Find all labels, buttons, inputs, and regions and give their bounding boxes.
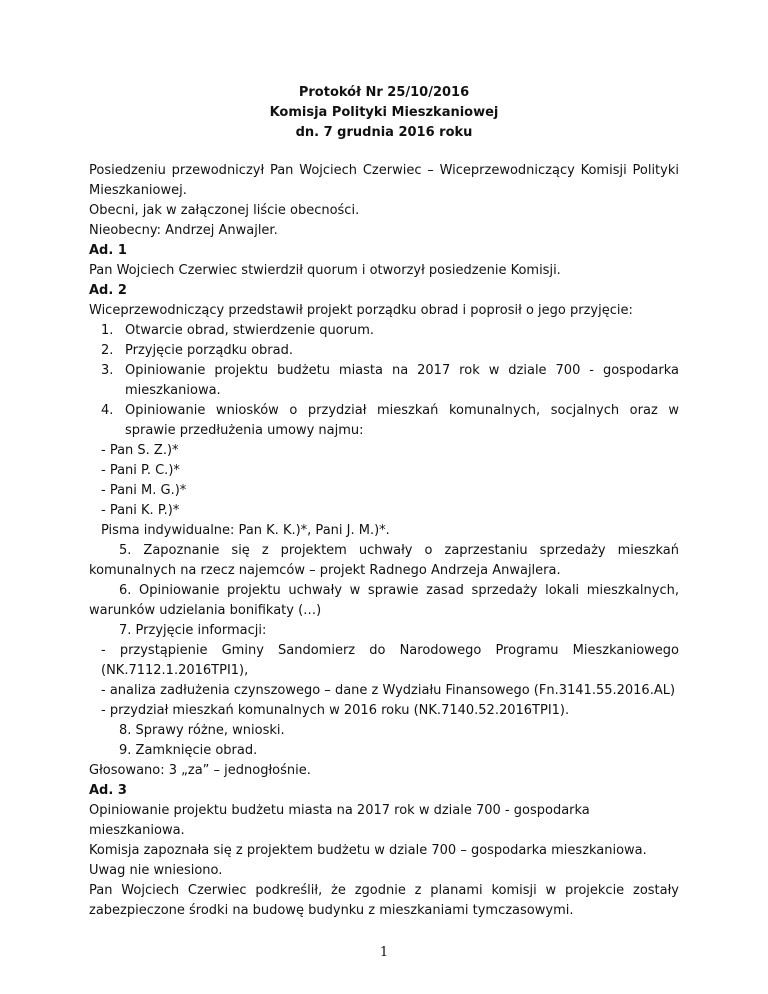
person-entry: - Pani M. G.)* <box>101 483 187 498</box>
agenda-item-text: Opiniowanie projektu budżetu miasta na 2017 rok w dziale 700 - gospodarka mieszkaniowa. <box>125 363 679 398</box>
chair-paragraph: Posiedzeniu przewodniczył Pan Wojciech Czerwiec – Wiceprzewodniczący Komisji Polityki Mieszkaniowej. <box>89 163 679 198</box>
vote-result: Głosowano: 3 „za” – jednogłośnie. <box>89 763 311 778</box>
agenda-item-9: 9. Zamknięcie obrad. <box>119 743 258 758</box>
info-item: - przydział mieszkań komunalnych w 2016 roku (NK.7140.52.2016TPI1). <box>101 703 570 718</box>
agenda-list <box>89 321 679 441</box>
agenda-item-7: 7. Przyjęcie informacji: <box>119 623 267 638</box>
agenda-item <box>89 341 679 361</box>
info-item: - przystąpienie Gminy Sandomierz do Narodowego Programu Mieszkaniowego (NK.7112.1.2016TPI1), <box>101 643 679 678</box>
agenda-item-8: 8. Sprawy różne, wnioski. <box>119 723 285 738</box>
agenda-item-number: 2. <box>101 343 114 358</box>
ad2-text: Wiceprzewodniczący przedstawił projekt porządku obrad i poprosił o jego przyjęcie: <box>89 303 633 318</box>
absent-paragraph: Nieobecny: Andrzej Anwajler. <box>89 223 278 238</box>
page-number: 1 <box>379 945 389 960</box>
ad1-text: Pan Wojciech Czerwiec stwierdził quorum i otworzył posiedzenie Komisji. <box>89 263 561 278</box>
agenda-item-number: 3. <box>101 363 114 378</box>
agenda-item-text: Otwarcie obrad, stwierdzenie quorum. <box>125 323 375 338</box>
individual-letters: Pisma indywidualne: Pan K. K.)*, Pani J. M.)*. <box>101 523 390 538</box>
document-header <box>89 83 679 143</box>
document-body <box>89 83 679 921</box>
ad3-line: Opiniowanie projektu budżetu miasta na 2017 rok w dziale 700 - gospodarka mieszkaniowa. <box>89 803 590 838</box>
agenda-item-text: Opiniowanie wniosków o przydział mieszkań komunalnych, socjalnych oraz w sprawie przedłużenia umowy najmu: <box>125 403 679 438</box>
ad3-line: Uwag nie wniesiono. <box>89 863 223 878</box>
committee-name: Komisja Polityki Mieszkaniowej <box>269 105 499 120</box>
ad1-heading: Ad. 1 <box>89 243 127 258</box>
ad3-heading: Ad. 3 <box>89 783 127 798</box>
person-entry: - Pani K. P.)* <box>101 503 180 518</box>
person-entry: - Pan S. Z.)* <box>101 443 179 458</box>
ad3-line: Pan Wojciech Czerwiec podkreślił, że zgodnie z planami komisji w projekcie zostały zabezpieczone środki na budowę budynku z mieszkaniami tymczasowymi. <box>89 883 679 918</box>
info-item: - analiza zadłużenia czynszowego – dane z Wydziału Finansowego (Fn.3141.55.2016.AL) <box>101 683 676 698</box>
meeting-date: dn. 7 grudnia 2016 roku <box>295 125 473 140</box>
agenda-item-text: Przyjęcie porządku obrad. <box>125 343 293 358</box>
agenda-item <box>89 401 679 441</box>
agenda-item-5: 5. Zapoznanie się z projektem uchwały o zaprzestaniu sprzedaży mieszkań komunalnych na rzecz najemców – projekt Radnego Andrzeja Anwajlera. <box>89 543 679 578</box>
protocol-number: Protokół Nr 25/10/2016 <box>298 85 470 100</box>
agenda-item-number: 4. <box>101 403 114 418</box>
agenda-item-number: 1. <box>101 323 114 338</box>
agenda-item-6: 6. Opiniowanie projektu uchwały w sprawie zasad sprzedaży lokali mieszkalnych, warunków udzielania bonifikaty (…) <box>89 583 679 618</box>
person-entry: - Pani P. C.)* <box>101 463 180 478</box>
attendance-paragraph: Obecni, jak w załączonej liście obecności. <box>89 203 360 218</box>
ad3-line: Komisja zapoznała się z projektem budżetu w dziale 700 – gospodarka mieszkaniowa. <box>89 843 647 858</box>
agenda-item <box>89 321 679 341</box>
ad2-heading: Ad. 2 <box>89 283 127 298</box>
agenda-item <box>89 361 679 401</box>
